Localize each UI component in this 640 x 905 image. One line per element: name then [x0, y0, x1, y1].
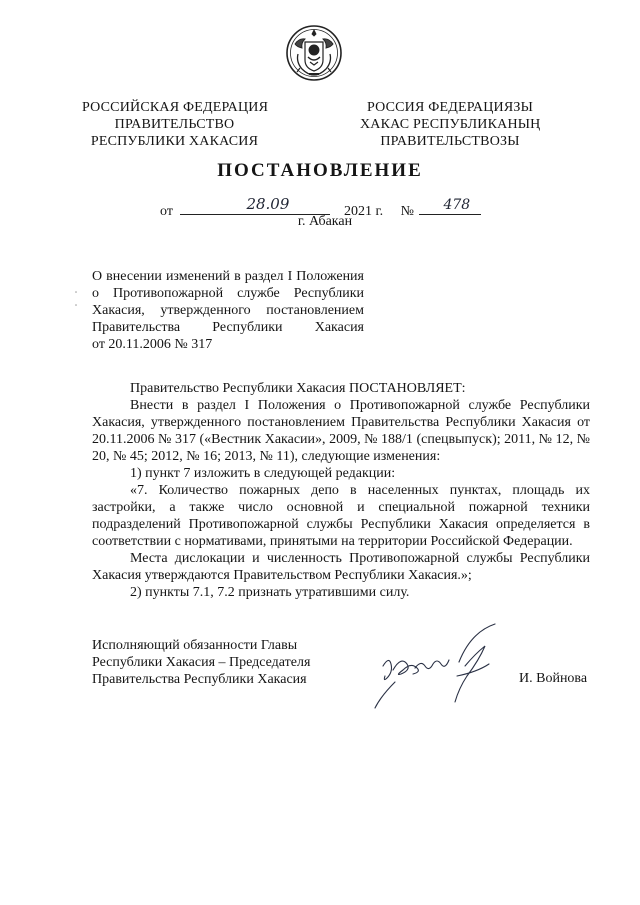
number-field [419, 199, 481, 215]
subject-line-4: Правительства Республики Хакасия [92, 320, 364, 335]
header-right-line-2: ХАКАС РЕСПУБЛИКАНЫҢ [360, 117, 541, 132]
date-field [180, 195, 330, 215]
number-label: № [400, 204, 414, 219]
signatory-line-2: Республики Хакасия – Председателя [92, 655, 311, 670]
handwritten-signature [365, 622, 515, 712]
handwritten-number: 478 [443, 197, 471, 213]
body-paragraph-5: Места дислокации и численность Противопожарной службы Республики Хакасия утверждаются Правительством Республики Хакасия.»; [92, 551, 590, 583]
signatory-title [92, 637, 310, 688]
place-of-issue: г. Абакан [297, 214, 353, 229]
body-paragraph-4: «7. Количество пожарных депо в населенных пунктах, площадь их застройки, а также число основной и специальной пожарной техники подразделений Противопожарной службы Республики Хакасия определяется в соответствии с нормативами, принятыми на территории Российской Федерации. [92, 483, 590, 549]
subject-line-2: о Противопожарной службе Республики [92, 286, 364, 301]
document-subject [92, 268, 364, 353]
header-left-line-2: ПРАВИТЕЛЬСТВО [114, 117, 235, 132]
date-prefix: от [160, 204, 173, 219]
body-paragraph-2: Внести в раздел I Положения о Противопожарной службе Республики Хакасия, утвержденного постановлением Правительства Республики Хакасия от 20.11.2006 № 317 («Вестник Хакасии», 2009, № 188/1 (спецвыпуск); 2011, № 12, № 20, № 45; 2012, № 16; 2013, № 11), следующие изменения: [92, 398, 590, 464]
subject-line-3: Хакасия, утвержденного постановлением [92, 303, 364, 318]
body-paragraph-6: 2) пункты 7.1, 7.2 признать утратившими силу. [130, 585, 410, 600]
document-title: ПОСТАНОВЛЕНИЕ [217, 160, 423, 181]
signatory-line-3: Правительства Республики Хакасия [92, 672, 307, 687]
handwritten-date: 28.09 [246, 195, 290, 213]
subject-line-5: от 20.11.2006 № 317 [92, 337, 213, 352]
body-paragraph-3: 1) пункт 7 изложить в следующей редакции: [130, 466, 396, 481]
signatory-name: И. Войнова [519, 671, 588, 686]
document-body [92, 380, 590, 601]
coat-of-arms-emblem [285, 24, 343, 82]
year-text: 2021 г. [343, 204, 384, 219]
header-right-line-1: РОССИЯ ФЕДЕРАЦИЯЗЫ [366, 100, 534, 115]
header-left-line-1: РОССИЙСКАЯ ФЕДЕРАЦИЯ [82, 100, 269, 115]
body-paragraph-1: Правительство Республики Хакасия ПОСТАНОВЛЯЕТ: [130, 381, 466, 396]
header-left-line-3: РЕСПУБЛИКИ ХАКАСИЯ [90, 134, 259, 149]
header-left [82, 99, 267, 150]
margin-marks [73, 289, 79, 309]
subject-line-1: О внесении изменений в раздел I Положения [92, 269, 364, 284]
header-right [360, 99, 540, 150]
header-right-line-3: ПРАВИТЕЛЬСТВОЗЫ [380, 134, 520, 149]
signatory-line-1: Исполняющий обязанности Главы [92, 638, 298, 653]
